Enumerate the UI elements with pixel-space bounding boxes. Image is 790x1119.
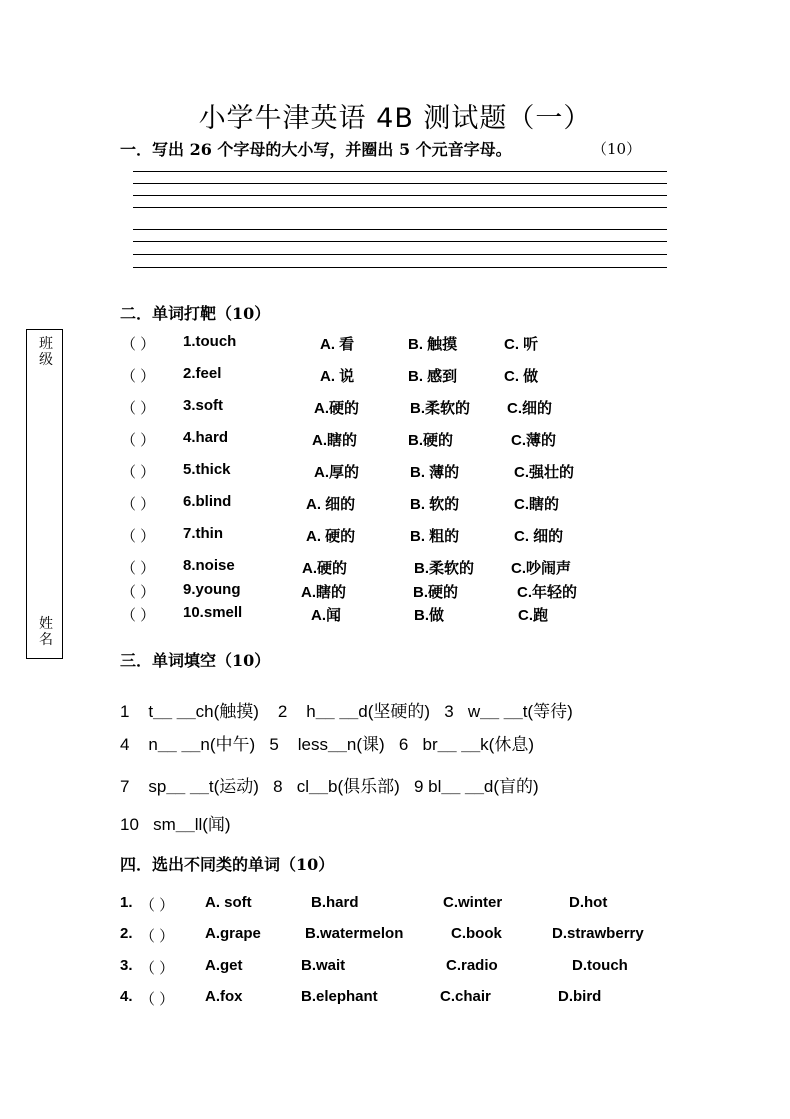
vocab-word: 5.thick <box>183 461 231 478</box>
option-a: A.grape <box>205 925 261 942</box>
vocab-word: 6.blind <box>183 493 232 510</box>
answer-blank[interactable]: （ ） <box>121 560 156 577</box>
option-b: B.wait <box>301 957 346 974</box>
vocab-word: 9.young <box>183 581 241 598</box>
option-a: A.瞎的 <box>312 432 358 449</box>
option-a: A.fox <box>205 988 243 1005</box>
answer-blank[interactable]: （ ） <box>140 897 175 914</box>
question-number: 1. <box>120 894 133 911</box>
section-1-text: 一．写出 26 个字母的大小写，并圈出 5 个元音字母。 <box>120 140 512 159</box>
name-label: 姓名 <box>39 616 53 648</box>
answer-blank[interactable]: （ ） <box>121 432 156 449</box>
answer-blank[interactable]: （ ） <box>121 496 156 513</box>
option-c: C.强壮的 <box>514 464 575 481</box>
vocab-word: 2.feel <box>183 365 222 382</box>
vocab-word: 7.thin <box>183 525 223 542</box>
writing-line <box>133 254 667 255</box>
vocab-word: 1.touch <box>183 333 237 350</box>
option-b: B.柔软的 <box>410 400 471 417</box>
answer-blank[interactable]: （ ） <box>121 400 156 417</box>
option-d: D.bird <box>558 988 602 1005</box>
answer-blank[interactable]: （ ） <box>121 368 156 385</box>
option-c: C.radio <box>446 957 498 974</box>
option-a: A.get <box>205 957 243 974</box>
answer-blank[interactable]: （ ） <box>121 336 156 353</box>
option-b: B.elephant <box>301 988 378 1005</box>
answer-blank[interactable]: （ ） <box>140 928 175 945</box>
option-b: B. 薄的 <box>410 464 460 481</box>
option-a: A. 说 <box>320 368 355 385</box>
section-3-heading: 三．单词填空（10） <box>120 651 271 670</box>
vocab-word: 4.hard <box>183 429 229 446</box>
option-b: B. 粗的 <box>410 528 460 545</box>
option-b: B.硬的 <box>413 584 459 601</box>
writing-line <box>133 207 667 208</box>
option-a: A.瞎的 <box>301 584 347 601</box>
option-a: A. 看 <box>320 336 355 353</box>
option-a: A. 细的 <box>306 496 356 513</box>
answer-blank[interactable]: （ ） <box>140 960 175 977</box>
vocab-word: 10.smell <box>183 604 243 621</box>
option-b: B.做 <box>414 607 445 624</box>
vocab-word: 8.noise <box>183 557 235 574</box>
option-c: C.吵闹声 <box>511 560 572 577</box>
fill-line-2: 4 n__ __n(中午) 5 less__n(课) 6 br__ __k(休息) <box>120 735 534 754</box>
option-c: C. 听 <box>504 336 539 353</box>
option-a: A.厚的 <box>314 464 360 481</box>
answer-blank[interactable]: （ ） <box>121 464 156 481</box>
answer-blank[interactable]: （ ） <box>121 607 156 624</box>
student-info-box <box>26 329 63 659</box>
option-b: B.hard <box>311 894 359 911</box>
option-d: D.touch <box>572 957 628 974</box>
option-a: A.闻 <box>311 607 342 624</box>
writing-line <box>133 171 667 172</box>
option-d: D.hot <box>569 894 608 911</box>
option-d: D.strawberry <box>552 925 644 942</box>
page-title: 小学牛津英语 4B 测试题（一） <box>198 103 592 134</box>
writing-line <box>133 267 667 268</box>
question-number: 4. <box>120 988 133 1005</box>
section-4-heading: 四．选出不同类的单词（10） <box>120 855 335 874</box>
option-b: B.watermelon <box>305 925 404 942</box>
option-c: C. 做 <box>504 368 539 385</box>
option-a: A. 硬的 <box>306 528 356 545</box>
option-c: C.薄的 <box>511 432 557 449</box>
writing-line <box>133 229 667 230</box>
writing-line <box>133 195 667 196</box>
option-c: C.瞎的 <box>514 496 560 513</box>
writing-line <box>133 241 667 242</box>
option-c: C.年轻的 <box>517 584 578 601</box>
question-number: 3. <box>120 957 133 974</box>
answer-blank[interactable]: （ ） <box>121 584 156 601</box>
option-c: C. 细的 <box>514 528 564 545</box>
answer-blank[interactable]: （ ） <box>121 528 156 545</box>
section-2-heading: 二．单词打靶（10） <box>120 304 271 323</box>
option-c: C.winter <box>443 894 503 911</box>
vocab-word: 3.soft <box>183 397 224 414</box>
writing-line <box>133 183 667 184</box>
class-label: 班级 <box>39 336 53 368</box>
fill-line-1: 1 t__ __ch(触摸) 2 h__ __d(坚硬的) 3 w__ __t(等待) <box>120 702 573 721</box>
question-number: 2. <box>120 925 133 942</box>
section-1-heading <box>120 137 512 160</box>
option-c: C.chair <box>440 988 491 1005</box>
fill-line-4: 10 sm__ll(闻) <box>120 815 231 834</box>
option-a: A.硬的 <box>314 400 360 417</box>
section-1-points: （10） <box>592 140 642 158</box>
option-c: C.细的 <box>507 400 553 417</box>
option-b: B. 软的 <box>410 496 460 513</box>
option-b: B. 感到 <box>408 368 458 385</box>
option-b: B.柔软的 <box>414 560 475 577</box>
option-b: B.硬的 <box>408 432 454 449</box>
fill-line-3: 7 sp__ __t(运动) 8 cl__b(俱乐部) 9 bl__ __d(盲的) <box>120 777 539 796</box>
answer-blank[interactable]: （ ） <box>140 991 175 1008</box>
option-b: B. 触摸 <box>408 336 458 353</box>
option-c: C.跑 <box>518 607 549 624</box>
option-a: A. soft <box>205 894 252 911</box>
option-c: C.book <box>451 925 502 942</box>
option-a: A.硬的 <box>302 560 348 577</box>
